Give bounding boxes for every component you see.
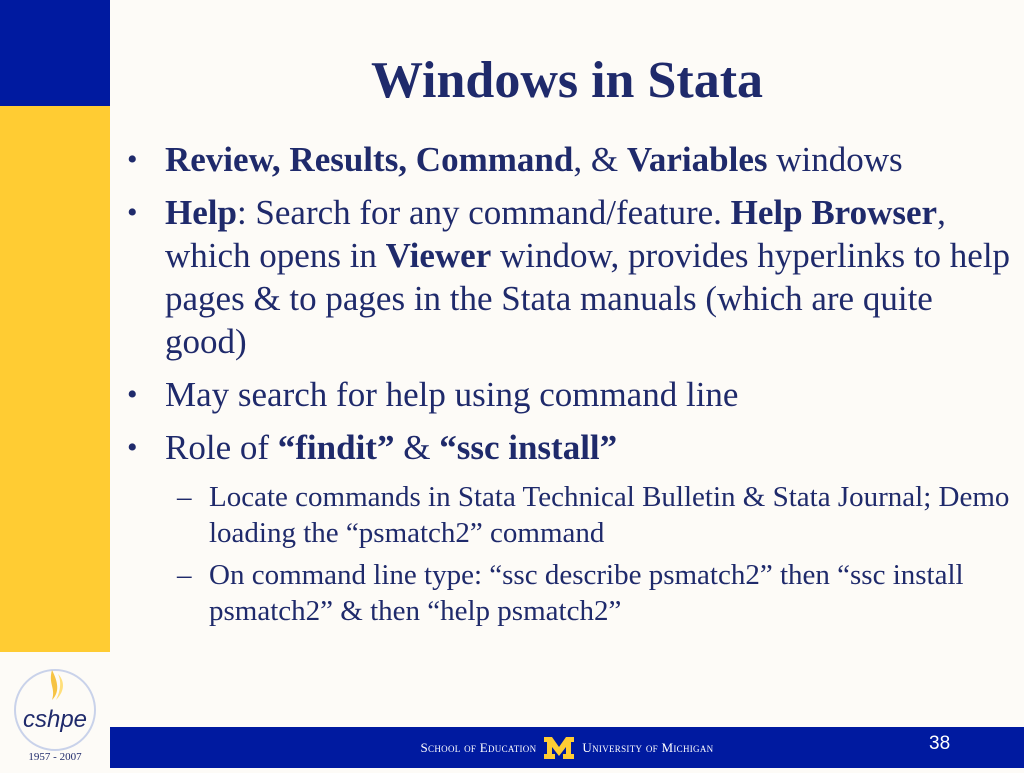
block-m-icon [542,735,576,761]
bullet-item: • Review, Results, Command, & Variables windows [127,140,903,179]
svg-text:1957 - 2007: 1957 - 2007 [28,751,82,763]
bullet-item: • Role of “findit” & “ssc install” [127,428,618,467]
page-number: 38 [929,733,951,754]
sub-bullet-item: – On command line type: “ssc describe psmatch2” then “ssc install psmatch2” & then “help psmatch2” [177,559,964,627]
school-label: School of Education [420,739,537,755]
university-label: University of Michigan [582,739,714,755]
corner-blue-block [0,0,110,106]
cshpe-logo [0,652,110,768]
sub-bullet-item: – Locate commands in Stata Technical Bulletin & Stata Journal; Demo loading the “psmatch2” command [177,481,1010,549]
bullet-item: • Help: Search for any command/feature. Help Browser, which opens in Viewer window, provides hyperlinks to help pages & to pages in the Stata manuals (which are quite good) [127,193,1011,361]
footer-text [110,727,1024,768]
slide-title: Windows in Stata [370,52,764,109]
left-yellow-stripe [0,106,110,652]
slide-content [125,138,1015,629]
svg-text:cshpe: cshpe [22,706,88,733]
bullet-item: • May search for help using command line [127,375,739,414]
